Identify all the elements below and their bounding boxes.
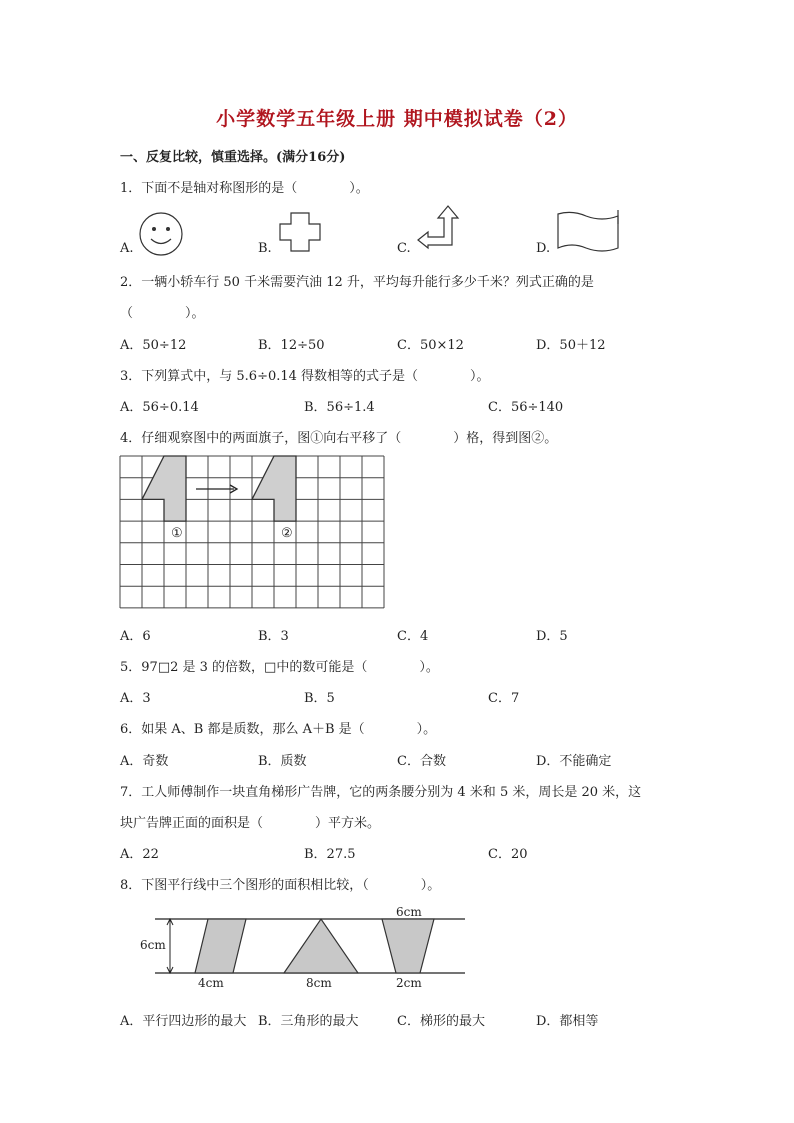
q7-option-a: A．22 (120, 847, 159, 862)
q2-option-d: D．50＋12 (536, 338, 606, 353)
q1-option-c: C. (397, 241, 411, 256)
question-5: 5．97□2 是 3 的倍数，□中的数可能是（ ）。 (120, 660, 439, 675)
q4-option-c: C．4 (397, 629, 429, 644)
parallelogram-base-label: 4cm (198, 976, 224, 990)
trapezoid-bottom-label: 2cm (396, 976, 422, 990)
q8-option-b: B．三角形的最大 (258, 1014, 359, 1029)
flag-2 (252, 456, 296, 521)
q1-option-a: A. (120, 241, 134, 256)
q3-option-b: B．56÷1.4 (304, 400, 375, 415)
q2-option-c: C．50×12 (397, 338, 464, 353)
bent-arrow-figure (416, 204, 460, 250)
q4-option-a: A．6 (120, 629, 151, 644)
question-2-line-2: （ ）。 (120, 306, 205, 321)
q8-option-d: D．都相等 (536, 1014, 599, 1029)
wavy-flag-figure (556, 210, 622, 256)
q5-option-c: C．7 (488, 691, 520, 706)
height-label: 6cm (140, 938, 166, 952)
q4-option-b: B．3 (258, 629, 289, 644)
q8-option-c: C．梯形的最大 (397, 1014, 485, 1029)
q7-option-b: B．27.5 (304, 847, 356, 862)
question-3: 3．下列算式中，与 5.6÷0.14 得数相等的式子是（ ）。 (120, 369, 490, 384)
section-heading: 一、反复比较，慎重选择。(满分16分) (120, 150, 346, 165)
flag-1 (142, 456, 186, 521)
q7-option-c: C．20 (488, 847, 528, 862)
question-7-line-1: 7．工人师傅制作一块直角梯形广告牌，它的两条腰分别为 4 米和 5 米，周长是 20 米，这 (120, 785, 642, 800)
triangle-shape (284, 919, 358, 973)
parallelogram-shape (195, 919, 246, 973)
question-4: 4．仔细观察图中的两面旗子，图①向右平移了（ ）格，得到图②。 (120, 431, 558, 446)
q5-option-b: B．5 (304, 691, 335, 706)
question-1: 1．下面不是轴对称图形的是（ ）。 (120, 181, 369, 196)
q6-option-b: B．质数 (258, 754, 307, 769)
triangle-base-label: 8cm (306, 976, 332, 990)
flag-1-label: ① (171, 526, 183, 541)
q5-option-a: A．3 (120, 691, 151, 706)
q8-option-a: A．平行四边形的最大 (120, 1014, 247, 1029)
q1-option-b: B. (258, 241, 272, 256)
q6-option-d: D．不能确定 (536, 754, 612, 769)
smiley-face-figure (138, 211, 184, 257)
q6-option-c: C．合数 (397, 754, 446, 769)
trapezoid-top-label: 6cm (396, 905, 422, 919)
q2-option-b: B．12÷50 (258, 338, 325, 353)
question-7-line-2: 块广告牌正面的面积是（ ）平方米。 (120, 816, 381, 831)
q4-option-d: D．5 (536, 629, 568, 644)
q6-option-a: A．奇数 (120, 754, 169, 769)
q3-option-a: A．56÷0.14 (120, 400, 199, 415)
question-8: 8．下图平行线中三个图形的面积相比较，（ ）。 (120, 878, 441, 893)
flag-2-label: ② (281, 526, 293, 541)
cross-shape-figure (278, 211, 322, 253)
q3-option-c: C．56÷140 (488, 400, 564, 415)
page-title: 小学数学五年级上册 期中模拟试卷（2） (216, 108, 578, 130)
flag-translation-grid (120, 456, 386, 608)
question-6: 6．如果 A、B 都是质数，那么 A＋B 是（ ）。 (120, 722, 437, 737)
q1-option-d: D. (536, 241, 551, 256)
q2-option-a: A．50÷12 (120, 338, 187, 353)
trapezoid-shape (382, 919, 434, 973)
question-2-line-1: 2．一辆小轿车行 50 千米需要汽油 12 升，平均每升能行多少千米？列式正确的是 (120, 275, 594, 290)
